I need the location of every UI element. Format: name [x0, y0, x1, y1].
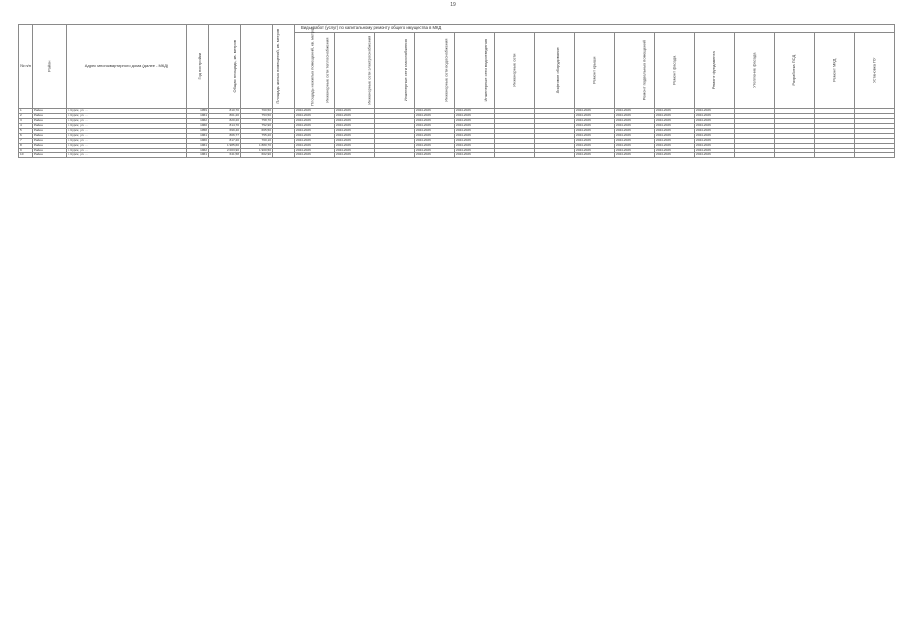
row-work-period: 2024-2026 [335, 123, 375, 128]
row-work-period: 2024-2026 [295, 113, 335, 118]
row-year: 1960 [187, 123, 209, 128]
row-district: Район [33, 128, 67, 133]
row-work-period: 2024-2026 [335, 148, 375, 153]
row-living-area: 753,50 [241, 113, 273, 118]
row-work-period: 2024-2026 [695, 123, 735, 128]
row-work-period [815, 153, 855, 158]
row-address: г. Курск, ул. ... [67, 109, 187, 114]
row-district: Район [33, 133, 67, 138]
row-number: 2 [19, 113, 33, 118]
row-work-period: 2024-2026 [575, 133, 615, 138]
row-work-period: 2024-2026 [695, 128, 735, 133]
row-work-period: 2024-2026 [575, 148, 615, 153]
row-living-area: 760,50 [241, 109, 273, 114]
row-work-period: 2024-2026 [615, 118, 655, 123]
row-area: 699,40 [209, 128, 241, 133]
row-district: Район [33, 153, 67, 158]
row-district: Район [33, 143, 67, 148]
row-work-period [495, 153, 535, 158]
row-work-period: 2024-2026 [295, 143, 335, 148]
row-work-period: 2024-2026 [655, 153, 695, 158]
capital-repair-table [18, 24, 895, 158]
row-nonliving-area [273, 153, 295, 158]
row-work-period: 2024-2026 [655, 148, 695, 153]
row-work-period: 2024-2026 [455, 148, 495, 153]
row-work-period: 2024-2026 [335, 138, 375, 143]
row-year: 1961 [187, 143, 209, 148]
row-work-period: 2024-2026 [695, 153, 735, 158]
row-work-period [375, 153, 415, 158]
row-work-period: 2024-2026 [335, 109, 375, 114]
row-area: 801,20 [209, 113, 241, 118]
row-work-period: 2024-2026 [575, 109, 615, 114]
row-work-period: 2024-2026 [335, 118, 375, 123]
row-work-period: 2024-2026 [295, 118, 335, 123]
header-year: Год постройки [187, 25, 209, 109]
header-area: Общая площадь, кв. метров [209, 25, 241, 109]
row-address: г. Курск, ул. ... [67, 128, 187, 133]
row-work-period: 2024-2026 [455, 143, 495, 148]
row-work-period: 2024-2026 [615, 138, 655, 143]
row-work-period: 2024-2026 [655, 133, 695, 138]
row-work-period: 2024-2026 [655, 143, 695, 148]
row-number: 9 [19, 148, 33, 153]
row-work-period: 2024-2026 [415, 123, 455, 128]
header-work-4: Инженерные сети водоотведения [455, 33, 495, 109]
row-living-area: 1 900,50 [241, 148, 273, 153]
row-work-period: 2024-2026 [455, 113, 495, 118]
row-address: г. Курск, ул. ... [67, 123, 187, 128]
row-work-period: 2024-2026 [335, 133, 375, 138]
row-work-period: 2024-2026 [655, 123, 695, 128]
row-work-period: 2024-2026 [415, 138, 455, 143]
row-work-period: 2024-2026 [575, 118, 615, 123]
row-area: 814,70 [209, 123, 241, 128]
row-work-period: 2024-2026 [655, 138, 695, 143]
row-work-period: 2024-2026 [695, 148, 735, 153]
row-district: Район [33, 113, 67, 118]
row-area: 817,20 [209, 138, 241, 143]
row-work-period: 2024-2026 [415, 128, 455, 133]
row-number: 1 [19, 109, 33, 114]
row-district: Район [33, 118, 67, 123]
table-body [19, 109, 895, 158]
row-area: 806,77 [209, 133, 241, 138]
row-area: 820,20 [209, 118, 241, 123]
row-work-period: 2024-2026 [615, 133, 655, 138]
row-address: г. Курск, ул. ... [67, 113, 187, 118]
header-work-13: Ремонт МКД [815, 33, 855, 109]
header-work-9: Ремонт фасада [655, 33, 695, 109]
row-work-period: 2024-2026 [575, 143, 615, 148]
row-work-period: 2024-2026 [695, 118, 735, 123]
row-district: Район [33, 138, 67, 143]
row-work-period: 2024-2026 [655, 118, 695, 123]
row-number: 8 [19, 143, 33, 148]
row-year: 1962 [187, 148, 209, 153]
header-address: Адрес многоквартирного дома (далее - МКД) [67, 25, 187, 109]
row-year: 1961 [187, 153, 209, 158]
row-work-period: 2024-2026 [335, 128, 375, 133]
row-living-area: 752,90 [241, 123, 273, 128]
row-work-period: 2024-2026 [575, 153, 615, 158]
row-year: 1958 [187, 128, 209, 133]
row-work-period [775, 153, 815, 158]
row-work-period: 2024-2026 [655, 109, 695, 114]
row-living-area: 755,20 [241, 133, 273, 138]
row-work-period [735, 153, 775, 158]
row-year: 1959 [187, 109, 209, 114]
row-work-period: 2024-2026 [695, 143, 735, 148]
row-work-period: 2024-2026 [415, 133, 455, 138]
row-district: Район [33, 123, 67, 128]
header-work-6: Лифтовое оборудование [535, 33, 575, 109]
header-work-3: Инженерные сети водоснабжения [415, 33, 455, 109]
row-work-period: 2024-2026 [575, 113, 615, 118]
row-work-period: 2024-2026 [335, 113, 375, 118]
row-year: 1961 [187, 133, 209, 138]
row-number: 7 [19, 138, 33, 143]
row-work-period: 2024-2026 [575, 123, 615, 128]
row-district: Район [33, 109, 67, 114]
header-work-0: Инженерные сети теплоснабжения [295, 33, 335, 109]
row-year: 1962 [187, 118, 209, 123]
row-work-period: 2024-2026 [295, 148, 335, 153]
row-area: 1 985,60 [209, 143, 241, 148]
row-work-period: 2024-2026 [455, 123, 495, 128]
header-nonliving-area: Площадь нежилых помещений, кв. метров [273, 25, 295, 109]
header-work-10: Ремонт фундамента [695, 33, 735, 109]
row-work-period: 2024-2026 [415, 143, 455, 148]
row-work-period [855, 153, 895, 158]
header-living-area: Площадь жилых помещений, кв. метров [241, 25, 273, 109]
row-work-period: 2024-2026 [295, 128, 335, 133]
row-work-period: 2024-2026 [575, 128, 615, 133]
row-work-period: 2024-2026 [295, 138, 335, 143]
row-work-period: 2024-2026 [615, 113, 655, 118]
row-work-period: 2024-2026 [295, 133, 335, 138]
row-work-period: 2024-2026 [615, 148, 655, 153]
row-work-period: 2024-2026 [615, 128, 655, 133]
header-district: Район [33, 25, 67, 109]
row-number: 3 [19, 118, 33, 123]
row-area: 641,58 [209, 153, 241, 158]
row-address: г. Курск, ул. ... [67, 138, 187, 143]
row-work-period: 2024-2026 [335, 153, 375, 158]
row-work-period: 2024-2026 [415, 113, 455, 118]
row-work-period: 2024-2026 [415, 148, 455, 153]
row-work-period: 2024-2026 [295, 153, 335, 158]
header-work-7: Ремонт крыши [575, 33, 615, 109]
row-area: 810,70 [209, 109, 241, 114]
row-work-period: 2024-2026 [695, 109, 735, 114]
row-work-period: 2024-2026 [615, 109, 655, 114]
header-work-11: Утепление фасада [735, 33, 775, 109]
row-work-period: 2024-2026 [575, 138, 615, 143]
row-work-period: 2024-2026 [615, 123, 655, 128]
table-row [19, 153, 895, 158]
row-work-period: 2024-2026 [455, 118, 495, 123]
row-work-period: 2024-2026 [455, 153, 495, 158]
header-number: № п/п [19, 25, 33, 109]
row-work-period: 2024-2026 [655, 128, 695, 133]
row-work-period: 2024-2026 [455, 128, 495, 133]
row-work-period: 2024-2026 [415, 153, 455, 158]
row-address: г. Курск, ул. ... [67, 148, 187, 153]
header-work-5: Инженерные сети [495, 33, 535, 109]
row-number: 6 [19, 133, 33, 138]
header-work-2: Инженерные сети газоснабжения [375, 33, 415, 109]
row-number: 4 [19, 123, 33, 128]
row-work-period: 2024-2026 [695, 133, 735, 138]
row-living-area: 602,90 [241, 153, 273, 158]
row-year: 1961 [187, 113, 209, 118]
header-work-1: Инженерные сети электроснабжения [335, 33, 375, 109]
row-work-period: 2024-2026 [455, 138, 495, 143]
row-work-period: 2024-2026 [455, 109, 495, 114]
row-work-period: 2024-2026 [455, 133, 495, 138]
row-living-area: 1 880,70 [241, 143, 273, 148]
row-district: Район [33, 148, 67, 153]
row-address: г. Курск, ул. ... [67, 118, 187, 123]
row-work-period: 2024-2026 [415, 109, 455, 114]
row-work-period: 2024-2026 [415, 118, 455, 123]
row-work-period: 2024-2026 [295, 123, 335, 128]
row-living-area: 760,10 [241, 138, 273, 143]
row-address: г. Курск, ул. ... [67, 133, 187, 138]
row-work-period: 2024-2026 [615, 143, 655, 148]
row-work-period: 2024-2026 [695, 113, 735, 118]
row-work-period: 2024-2026 [615, 153, 655, 158]
row-work-period: 2024-2026 [655, 113, 695, 118]
row-area: 2 003,90 [209, 148, 241, 153]
row-work-period [535, 153, 575, 158]
row-address: г. Курск, ул. ... [67, 153, 187, 158]
row-work-period: 2024-2026 [295, 109, 335, 114]
row-living-area: 758,70 [241, 118, 273, 123]
row-work-period: 2024-2026 [695, 138, 735, 143]
page-number: 19 [450, 2, 456, 8]
row-living-area: 665,50 [241, 128, 273, 133]
header-works-group: Виды работ (услуг) по капитальному ремонту общего имущества в МКД [295, 25, 895, 33]
header-work-14: Установка ПУ [855, 33, 895, 109]
header-work-8: Ремонт подвальных помещений [615, 33, 655, 109]
row-number: 10 [19, 153, 33, 158]
row-number: 5 [19, 128, 33, 133]
row-year: 1960 [187, 138, 209, 143]
header-work-12: Разработка ПСД [775, 33, 815, 109]
row-address: г. Курск, ул. ... [67, 143, 187, 148]
row-work-period: 2024-2026 [335, 143, 375, 148]
